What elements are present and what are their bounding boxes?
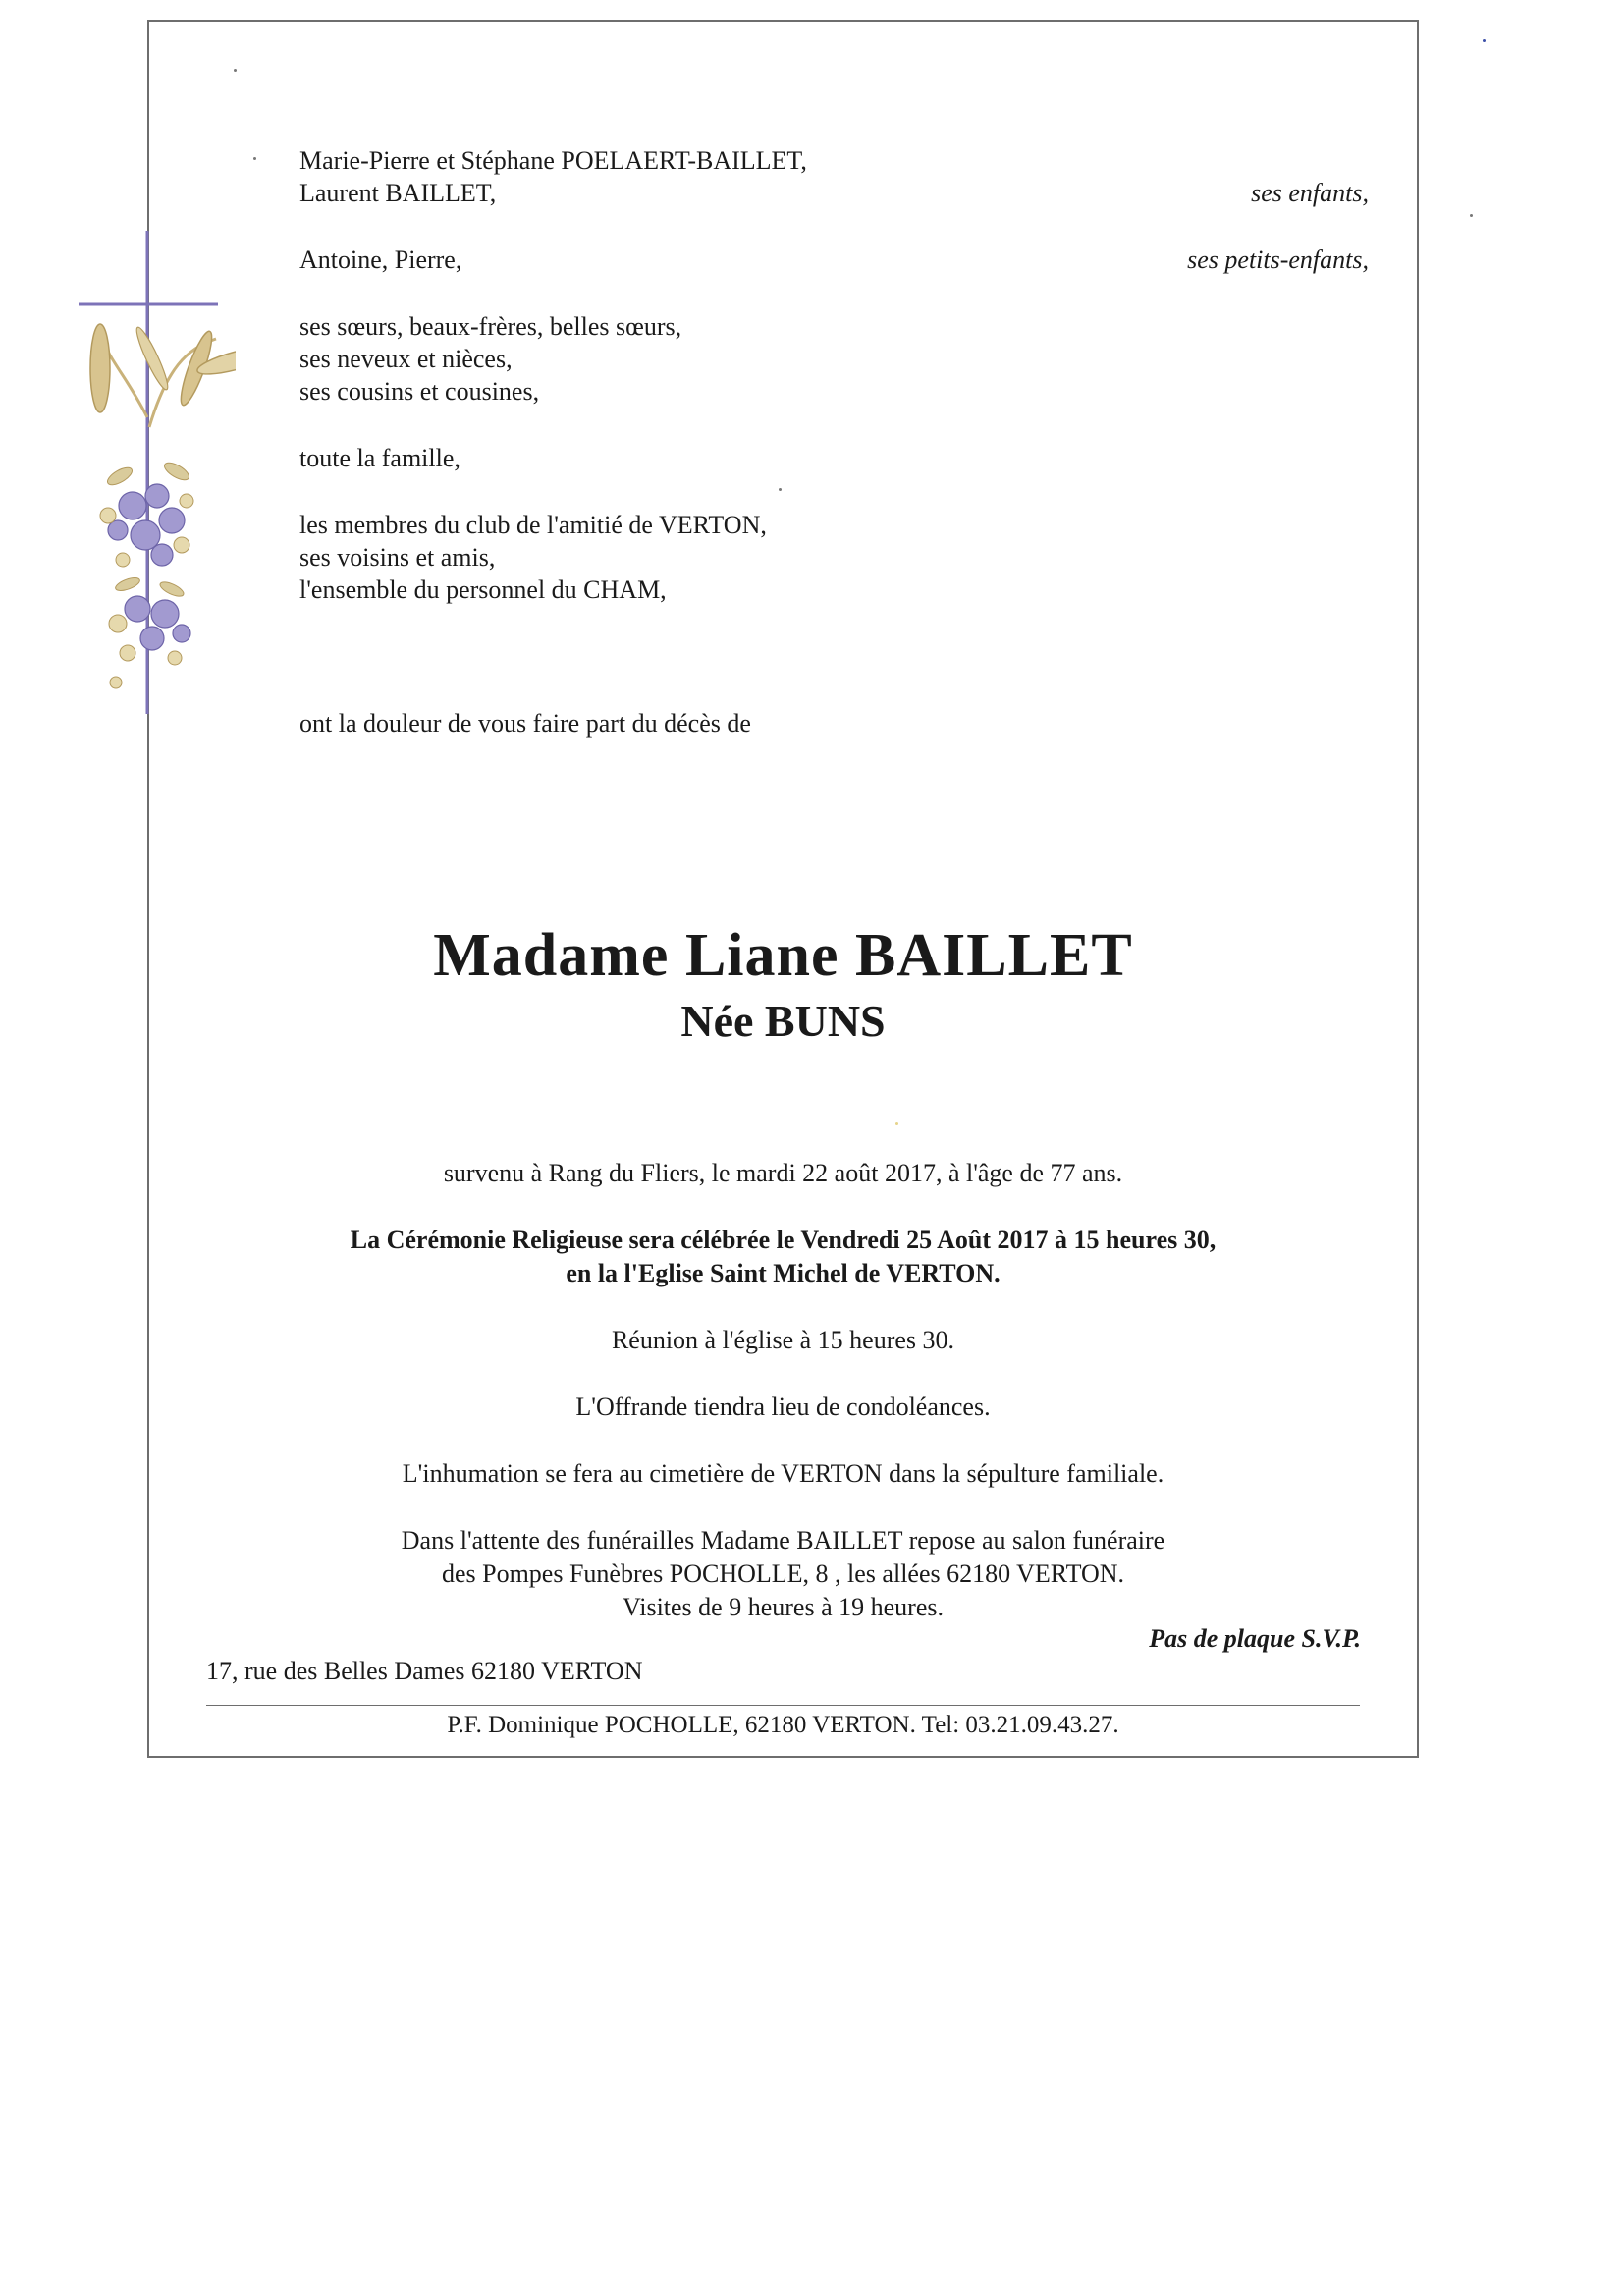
ceremony-line-1: La Cérémonie Religieuse sera célébrée le Vendredi 25 Août 2017 à 15 heures 30, <box>350 1226 1217 1254</box>
deceased-maiden-name: Née BUNS <box>680 996 886 1046</box>
grandchildren-line: Antoine, Pierre, <box>299 246 462 274</box>
others-line-2: ses voisins et amis, <box>299 543 496 572</box>
relatives-line-1: ses sœurs, beaux-frères, belles sœurs, <box>299 312 682 341</box>
scan-speck <box>779 488 782 491</box>
relatives-line-3: ses cousins et cousines, <box>299 377 540 406</box>
others-line-1: les membres du club de l'amitié de VERTON, <box>299 511 767 539</box>
footer-funeral-home: P.F. Dominique POCHOLLE, 62180 VERTON. Tel: 03.21.09.43.27. <box>447 1712 1119 1738</box>
children-role: ses enfants, <box>1251 179 1369 207</box>
grandchildren-role: ses petits-enfants, <box>1187 246 1369 274</box>
no-plaque-note: Pas de plaque S.V.P. <box>1149 1624 1361 1653</box>
rest-line-1: Dans l'attente des funérailles Madame BAILLET repose au salon funéraire <box>401 1526 1165 1555</box>
rest-line-3: Visites de 9 heures à 19 heures. <box>623 1593 944 1621</box>
relatives-line-2: ses neveux et nièces, <box>299 345 513 373</box>
children-line-2: Laurent BAILLET, <box>299 179 497 207</box>
footer-separator <box>206 1705 1360 1706</box>
death-info: survenu à Rang du Fliers, le mardi 22 août 2017, à l'âge de 77 ans. <box>443 1159 1123 1187</box>
whole-family-line: toute la famille, <box>299 444 460 472</box>
deceased-name: Madame Liane BAILLET <box>433 922 1133 989</box>
offering-info: L'Offrande tiendra lieu de condoléances. <box>575 1393 991 1421</box>
scan-speck <box>895 1122 898 1125</box>
children-line-1: Marie-Pierre et Stéphane POELAERT-BAILLET, <box>299 146 807 175</box>
announcement-text: ont la douleur de vous faire part du décès de <box>299 709 751 738</box>
meeting-info: Réunion à l'église à 15 heures 30. <box>611 1326 955 1354</box>
others-line-3: l'ensemble du personnel du CHAM, <box>299 575 667 604</box>
scan-speck <box>1483 39 1486 42</box>
scan-speck <box>253 157 256 160</box>
scan-speck <box>1470 214 1473 217</box>
scan-speck <box>234 69 237 72</box>
address-line: 17, rue des Belles Dames 62180 VERTON <box>206 1657 643 1685</box>
burial-info: L'inhumation se fera au cimetière de VERTON dans la sépulture familiale. <box>402 1459 1164 1488</box>
cross-wheat-icon <box>59 221 236 722</box>
rest-line-2: des Pompes Funèbres POCHOLLE, 8 , les allées 62180 VERTON. <box>441 1559 1125 1588</box>
ceremony-line-2: en la l'Eglise Saint Michel de VERTON. <box>566 1259 1001 1287</box>
document-frame <box>147 20 1419 1758</box>
